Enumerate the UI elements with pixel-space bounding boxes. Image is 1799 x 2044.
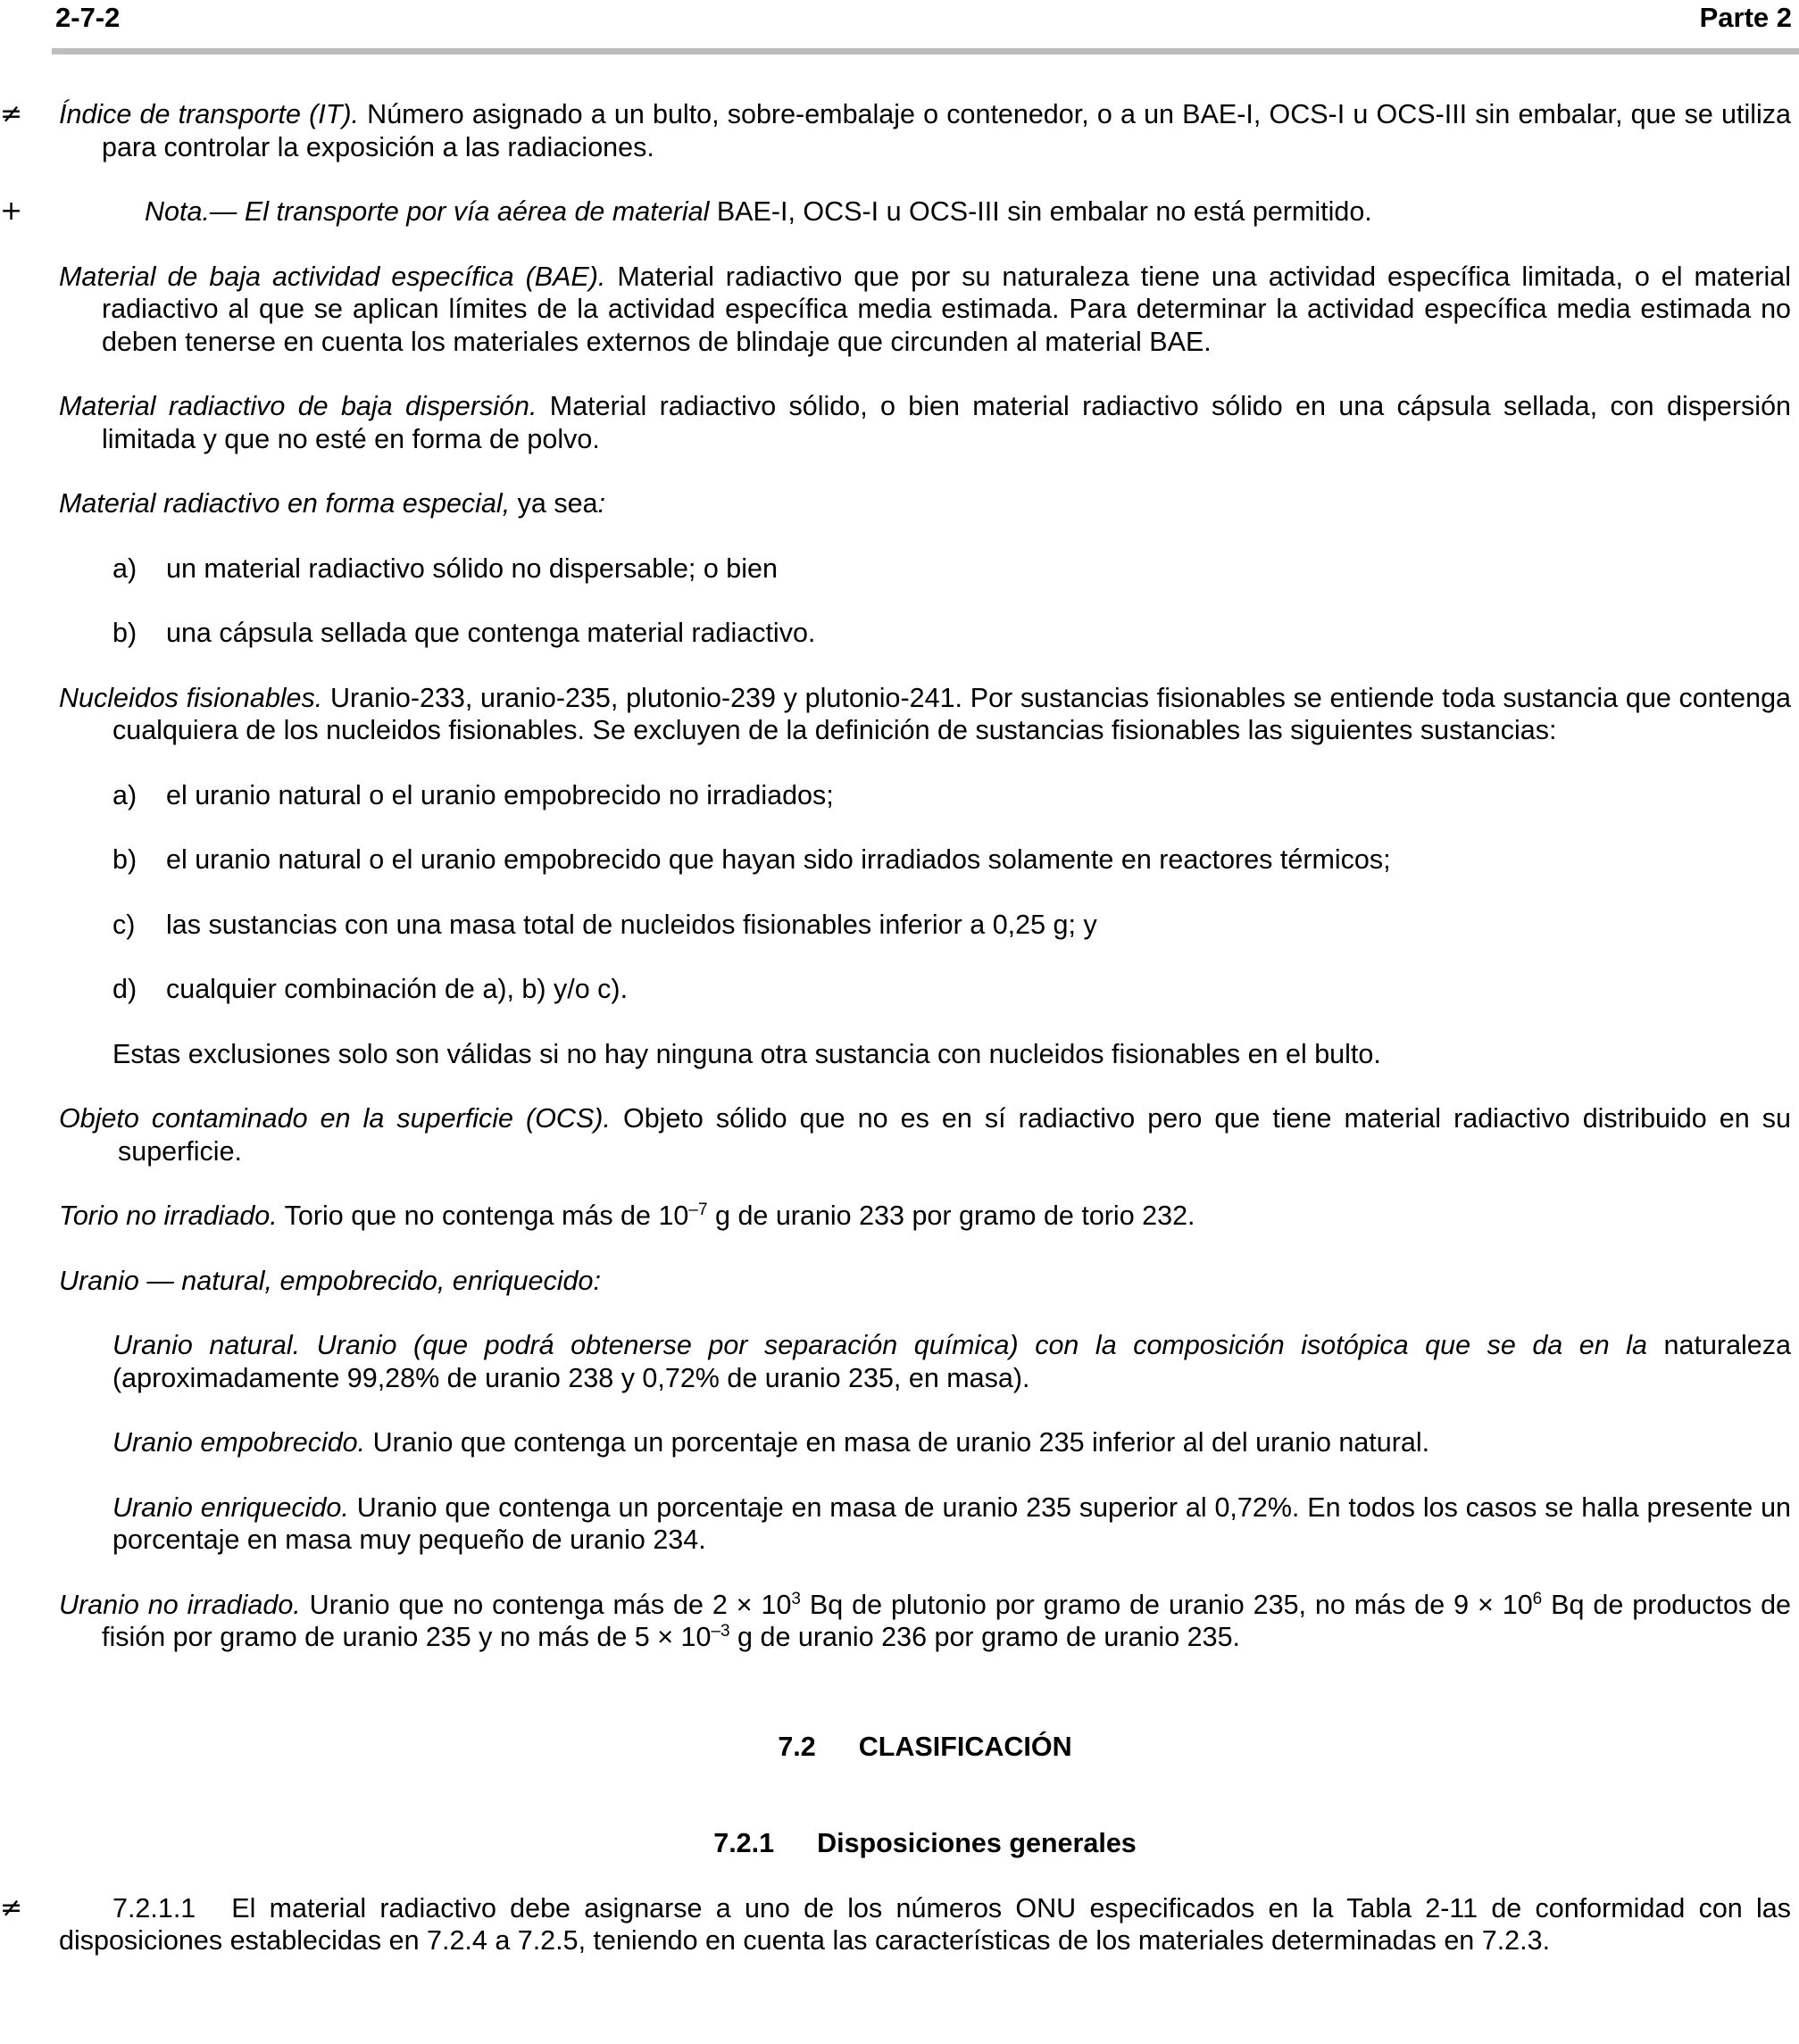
definition-uranium-heading [59,1265,1791,1298]
change-mark: ≠ [0,1891,23,1924]
definition-text: ya sea [510,488,598,519]
definition-it [0,98,1791,163]
list-text: un material radiactivo sólido no dispersable; o bien [166,553,778,584]
definition-unirradiated-thorium [59,1200,1791,1233]
definition-depleted-uranium [59,1426,1791,1459]
page-number: 2-7-2 [55,2,121,33]
paragraph-7-2-1-1 [0,1891,1791,1957]
exponent: 6 [1532,1589,1543,1608]
definition-text: Material radiactivo que por su naturaleza tiene una actividad específica limitada, o el material radiactivo al que se aplican límites de la actividad específica media estimada. Para determinar la actividad específica media estimada no deben tenerse en cuenta los materiales externos de blindaje que circunden al material BAE. [102,261,1791,357]
definition-term: Objeto contaminado en la superficie (OCS). [59,1103,611,1134]
exponent: –3 [711,1621,730,1641]
definition-term: Material de baja actividad específica (BAE). [59,261,606,292]
addition-mark: + [0,195,23,227]
list-item [59,617,1791,650]
definition-term: Material radiactivo de baja dispersión. [59,391,537,421]
definition-natural-uranium [59,1329,1791,1394]
list-label: b) [112,618,137,648]
part-label: Parte 2 [1699,2,1792,33]
definition-term: Uranio — natural, empobrecido, enriquecido: [59,1265,601,1296]
definition-text: g de uranio 233 por gramo de torio 232. [707,1201,1195,1231]
definition-bae [59,261,1791,359]
subsection-heading [59,1827,1791,1860]
list-text: el uranio natural o el uranio empobrecido no irradiados; [166,779,834,810]
definition-text: Torio que no contenga más de 10 [277,1201,689,1231]
list-label: c) [112,909,136,940]
definition-term: Índice de transporte (IT). [59,99,360,129]
definition-text: Bq de productos de fisión por gramo de uranio 235 y no más de 5 × 10 [102,1589,1792,1652]
change-mark: ≠ [0,98,23,129]
header-rule [52,48,1799,54]
section-number: 7.2 [778,1731,816,1762]
definition-term: Uranio no irradiado. [59,1589,301,1620]
definition-fissile-nuclides [59,682,1791,747]
paragraph-number: 7.2.1.1 [112,1892,196,1924]
list-item [59,553,1791,586]
definition-text: Bq de plutonio por gramo de uranio 235, no más de 9 × 10 [801,1589,1533,1620]
list-text: las sustancias con una masa total de nucleidos fisionables inferior a 0,25 g; y [166,909,1097,940]
list-text: el uranio natural o el uranio empobrecido que hayan sido irradiados solamente en reactores térmicos; [166,844,1391,875]
definition-text-italic: Uranio (que podrá obtenerse por separación química) con la composición isotópica que se da en la [300,1330,1648,1360]
definition-unirradiated-uranium [59,1589,1791,1654]
section-title: CLASIFICACIÓN [858,1731,1072,1762]
exclusion-note: Estas exclusiones solo son válidas si no hay ninguna otra sustancia con nucleidos fisionables en el bulto. [112,1038,1381,1069]
list-item [59,909,1791,942]
definition-text: Objeto sólido que no es en sí radiactivo pero que tiene material radiactivo distribuido en su superficie. [118,1103,1791,1167]
definition-term: Material radiactivo en forma especial, [59,488,511,519]
definition-term: Torio no irradiado. [59,1201,278,1231]
list-item [59,779,1791,812]
definition-ocs [59,1102,1791,1167]
definition-text: Uranio-233, uranio-235, plutonio-239 y plutonio-241. Por sustancias fisionables se entiende toda sustancia que contenga cualquiera de los nucleidos fisionables. Se excluyen de la definición de sustancias fisionables las siguientes sustancias: [112,682,1792,745]
list-label: b) [112,844,137,875]
definition-text: g de uranio 236 por gramo de uranio 235. [729,1622,1241,1652]
list-item [59,843,1791,877]
definition-special-form [59,487,1791,520]
exponent: 3 [791,1589,801,1608]
exponent: –7 [688,1200,708,1219]
definition-text: Uranio que contenga un porcentaje en masa de uranio 235 inferior al del uranio natural. [365,1427,1430,1458]
definition-term: Nucleidos fisionables. [59,682,323,713]
note-label: Nota.— El transporte por vía aérea de material [145,196,710,227]
paragraph-text: El material radiactivo debe asignarse a uno de los números ONU especificados en la Tabla 2-11 de conformidad con las disposiciones establecidas en 7.2.4 a 7.2.5, teniendo en cuenta las características de los materiales determinadas en 7.2.3. [59,1892,1791,1956]
page-header [55,0,1799,52]
definition-text: Número asignado a un bulto, sobre-embalaje o contenedor, o a un BAE-I, OCS-I u OCS-III sin embalar, que se utiliza para controlar la exposición a las radiaciones. [102,99,1791,162]
definition-term: Uranio enriquecido. [112,1491,349,1523]
definition-low-dispersion [59,390,1791,455]
definition-text: Uranio que no contenga más de 2 × 10 [300,1589,792,1620]
definition-text: naturaleza (aproximadamente 99,28% de uranio 238 y 0,72% de uranio 235, en masa). [112,1330,1791,1393]
subsection-title: Disposiciones generales [817,1828,1137,1858]
list-label: a) [112,553,137,584]
list-text: una cápsula sellada que contenga material radiactivo. [166,618,816,648]
note-text: BAE-I, OCS-I u OCS-III sin embalar no está permitido. [709,196,1372,227]
subsection-number: 7.2.1 [713,1828,775,1858]
definition-text: Material radiactivo sólido, o bien material radiactivo sólido en una cápsula sellada, con dispersión limitada y que no esté en forma de polvo. [102,391,1791,454]
section-heading [59,1731,1791,1764]
list-label: a) [112,779,137,810]
list-item [59,973,1791,1006]
definition-term: Uranio natural. [112,1330,301,1360]
definition-term: Uranio empobrecido. [112,1427,366,1458]
definition-text: Uranio que contenga un porcentaje en masa de uranio 235 superior al 0,72%. En todos los casos se halla presente un porcentaje en masa muy pequeño de uranio 234. [112,1491,1792,1555]
note [0,195,1791,228]
definition-enriched-uranium [59,1491,1791,1557]
definition-colon: : [597,488,605,519]
document-body [0,98,1792,1990]
list-text: cualquier combinación de a), b) y/o c). [166,974,629,1004]
list-label: d) [112,974,137,1004]
